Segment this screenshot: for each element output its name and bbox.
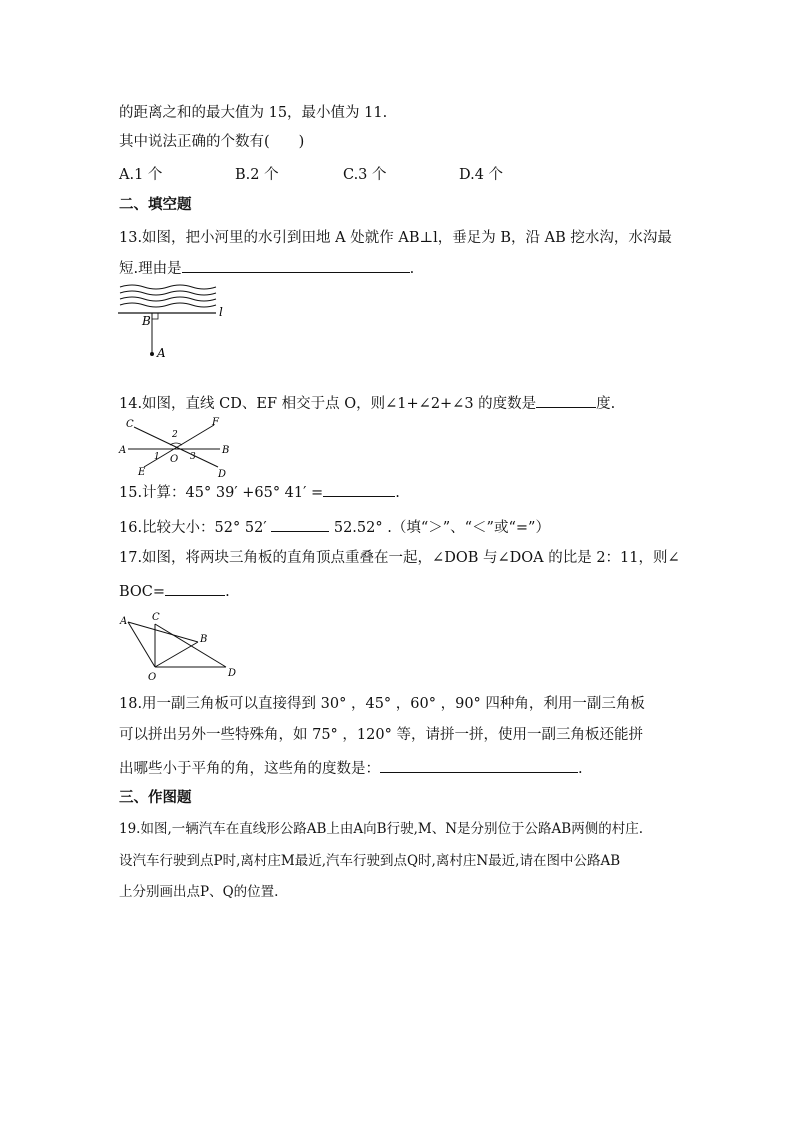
q17-triangles-figure [118, 610, 248, 682]
q18-answer-blank[interactable] [380, 757, 578, 773]
q14-label-e: E [138, 467, 146, 478]
q14-label-a: A [119, 445, 127, 456]
q17-label-a: A [120, 616, 128, 627]
q14-label-b: B [222, 445, 230, 456]
q14-label-o: O [170, 454, 179, 465]
q12-option-a: A.1 个 [119, 167, 163, 183]
q19-line3: 上分别画出点P、Q的位置. [119, 884, 279, 900]
q17-label-c: C [152, 612, 160, 623]
q14-label-d: D [218, 469, 227, 480]
q18-line3: 出哪些小于平角的角，这些角的度数是： . [119, 757, 583, 779]
q13-label-l: l [219, 305, 223, 319]
q19-line2: 设汽车行驶到点P时,离村庄M最近,汽车行驶到点Q时,离村庄N最近,请在图中公路AB [119, 853, 621, 869]
q18-line2: 可以拼出另外一些特殊角，如 75° ，120° 等，请拼一拼，使用一副三角板还能拼 [119, 727, 643, 743]
q17-line1: 17.如图，将两块三角板的直角顶点重叠在一起，∠DOB 与∠DOA 的比是 2：11，则∠ [119, 550, 680, 566]
q12-option-d: D.4 个 [459, 167, 504, 183]
q17-label-b: B [200, 634, 208, 645]
q12-stem: 其中说法正确的个数有( ) [119, 134, 305, 150]
q12-option-b: B.2 个 [235, 167, 279, 183]
q13-label-b: B [142, 314, 151, 328]
q17-answer-blank[interactable] [165, 580, 225, 596]
q13-label-a: A [157, 346, 166, 360]
q14-label-angle3: 3 [190, 452, 196, 462]
q14-angles-figure [118, 415, 234, 479]
q13-line2: 短.理由是 . [119, 257, 414, 279]
q12-continuation: 的距离之和的最大值为 15，最小值为 11. [119, 105, 388, 121]
q14-label-angle1: 1 [154, 452, 160, 462]
q12-option-c: C.3 个 [343, 167, 387, 183]
q13-answer-blank[interactable] [182, 257, 410, 273]
q14-answer-blank[interactable] [536, 392, 596, 408]
q14-label-c: C [126, 419, 134, 430]
section-fill-in-heading: 二、填空题 [119, 197, 192, 213]
q16-answer-blank[interactable] [271, 516, 329, 532]
q18-line1: 18.用一副三角板可以直接得到 30° ，45° ，60° ，90° 四种角，利用一副三角板 [119, 696, 645, 712]
q15-text: 15.计算：45° 39′ +65° 41′ = . [119, 481, 400, 503]
q16-text: 16.比较大小：52° 52′ 52.52° .（填“＞”、“＜”或“=”） [119, 516, 550, 538]
q17-label-o: O [148, 672, 157, 683]
q17-label-d: D [228, 668, 237, 679]
q17-line2: BOC= . [119, 580, 230, 602]
q14-label-angle2: 2 [172, 430, 178, 440]
q14-label-f: F [212, 417, 219, 428]
q15-answer-blank[interactable] [323, 481, 395, 497]
q13-river-figure [118, 283, 238, 365]
q19-line1: 19.如图,一辆汽车在直线形公路AB上由A向B行驶,M、N是分别位于公路AB两侧的村庄. [119, 821, 643, 837]
q13-line1: 13.如图，把小河里的水引到田地 A 处就作 AB⊥l，垂足为 B，沿 AB 挖水沟，水沟最 [119, 230, 672, 246]
section-drawing-heading: 三、作图题 [119, 790, 192, 806]
q14-text: 14.如图，直线 CD、EF 相交于点 O，则∠1+∠2+∠3 的度数是 度. [119, 392, 615, 414]
